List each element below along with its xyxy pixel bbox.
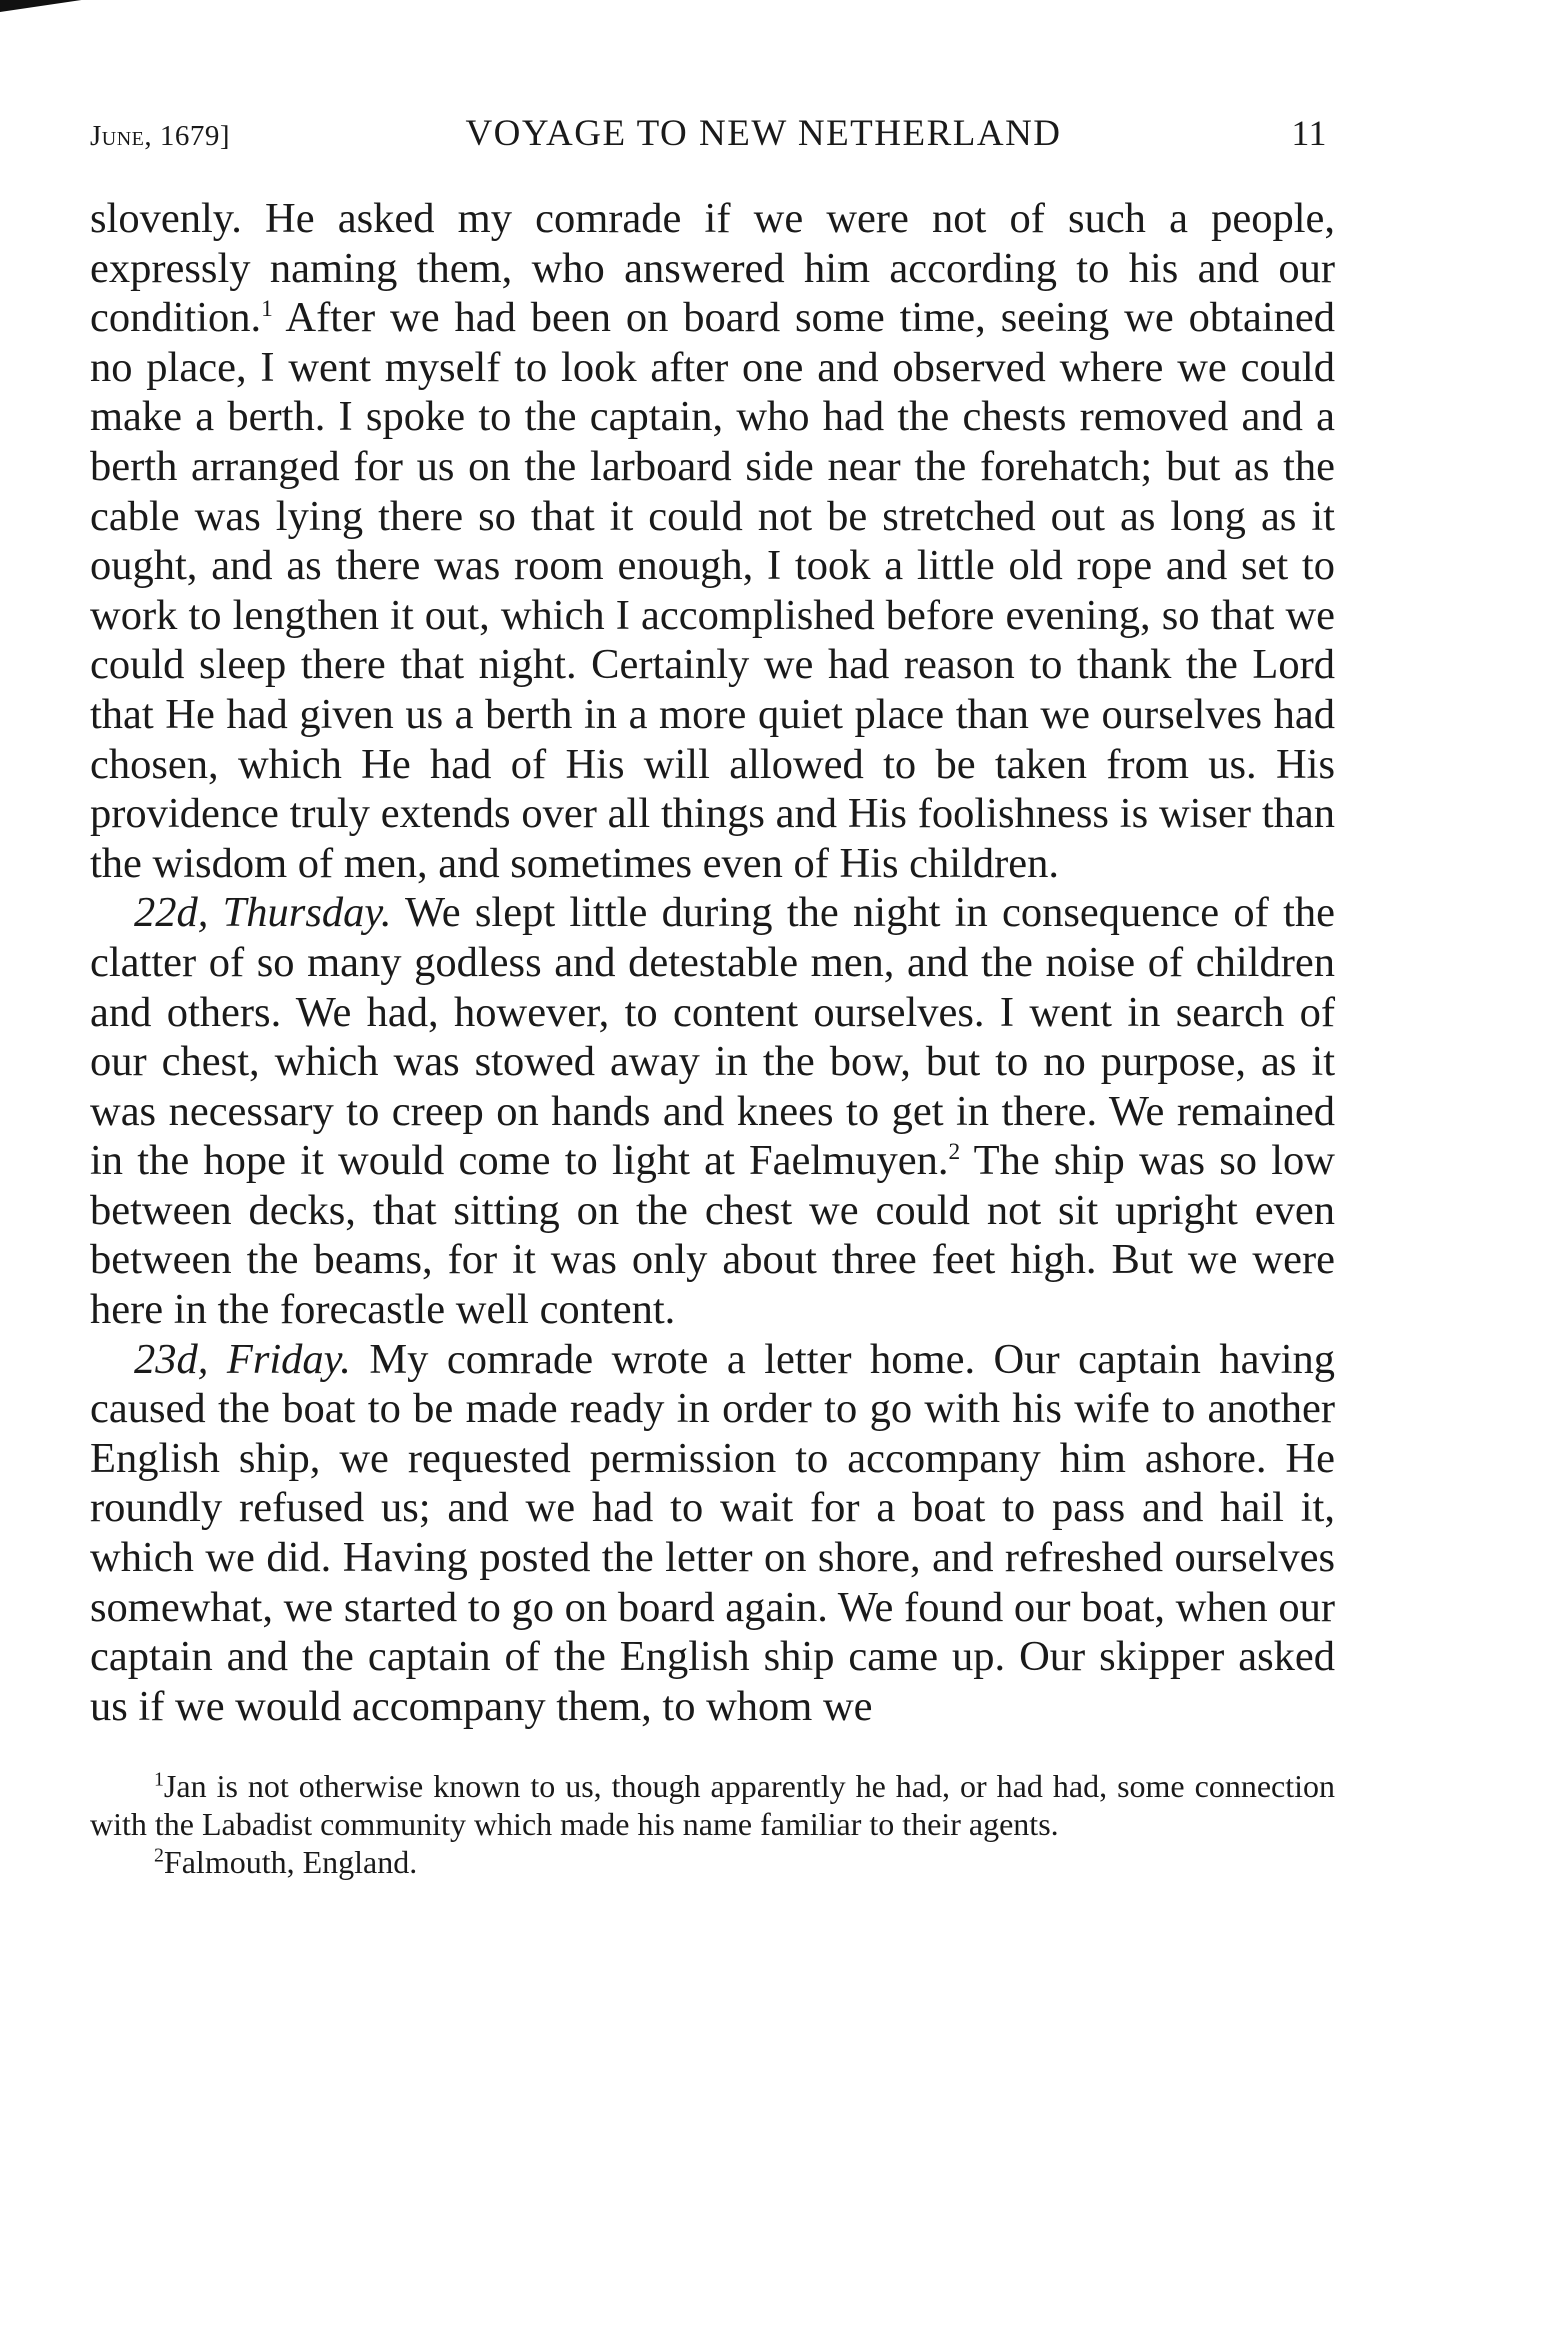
- book-page: [90, 112, 1335, 1881]
- entry-date-22: 22d, Thursday.: [134, 889, 392, 937]
- paragraph-1-continued: After we had been on board some time, seeing we obtained no place, I went myself to look after one and observed where we could make a berth. I spoke to the captain, who had the chests removed and a berth arranged for us on the larboard side near the forehatch; but as the cable was lying there so that it could not be stretched out as long as it ought, and as there was room enough, I took a little old rope and set to work to lengthen it out, which I accomplished before evening, so that we could sleep there that night. Certainly we had reason to thank the Lord that He had given us a berth in a more quiet place than we ourselves had chosen, which He had of His will allowed to be taken from us. His providence truly extends over all things and His foolishness is wiser than the wisdom of men, and sometimes even of His children.: [90, 294, 1335, 887]
- footnotes: [90, 1767, 1335, 1881]
- entry-date-23: 23d, Friday.: [134, 1335, 351, 1383]
- paragraph-2-continued: The ship was so low between decks, that sitting on the chest we could not sit upright even between the beams, for it was only about three feet high. But we were here in the forecastle well content.: [90, 1137, 1335, 1334]
- page-number: 11: [1291, 113, 1327, 153]
- header-title: VOYAGE TO NEW NETHERLAND: [465, 113, 1062, 154]
- paragraph-1-text: slovenly. He asked my comrade if we were not of such a people, expressly naming them, who answered him according to his and our condition.: [90, 195, 1335, 342]
- paragraph-2: [90, 888, 1335, 1334]
- paragraph-3-text: My comrade wrote a letter home. Our captain having caused the boat to be made ready in order to go with his wife to another English ship, we requested permission to accompany him ashore. He roundly refused us; and we had to wait for a boat to pass and hail it, which we did. Having posted the letter on shore, and refreshed ourselves somewhat, we started to go on board again. We found our boat, when our captain and the captain of the English ship came up. Our skipper asked us if we would accompany them, to whom we: [90, 1335, 1336, 1730]
- footnote-1: [90, 1767, 1335, 1843]
- footnote-1-marker: 1: [154, 1768, 164, 1791]
- running-head: [90, 112, 1335, 172]
- footnote-2-marker: 2: [154, 1844, 164, 1867]
- header-date: June, 1679]: [90, 120, 231, 152]
- footnote-2-text: Falmouth, England.: [163, 1844, 418, 1881]
- footnote-ref-2: 2: [948, 1139, 961, 1166]
- paragraph-2-text: We slept little during the night in consequence of the clatter of so many godless and detestable men, and the noise of children and others. We had, however, to content ourselves. I went in search of our chest, which was stowed away in the bow, but to no purpose, as it was necessary to creep on hands and knees to get in there. We remained in the hope it would come to light at Faelmuyen.: [90, 889, 1335, 1185]
- paragraph-3: [90, 1335, 1335, 1732]
- footnote-ref-1: 1: [261, 296, 273, 323]
- footnote-2: [90, 1843, 1335, 1881]
- paragraph-1: [90, 194, 1335, 888]
- body-text: [90, 194, 1335, 1731]
- scan-corner-mark: [0, 0, 155, 12]
- footnote-1-text: Jan is not otherwise known to us, though apparently he had, or had had, some connection with the Labadist community which made his name familiar to their agents.: [90, 1768, 1335, 1843]
